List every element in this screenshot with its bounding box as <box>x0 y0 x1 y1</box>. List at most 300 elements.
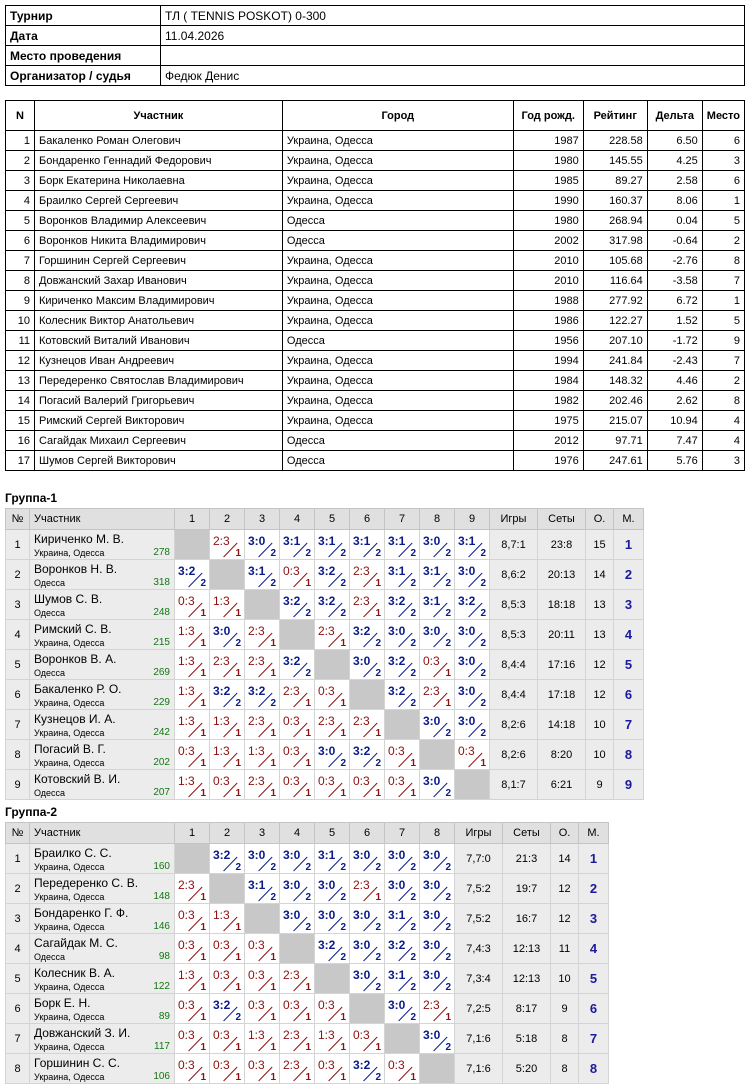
col-header-opponent: 8 <box>420 823 455 844</box>
match-result-cell <box>420 964 455 994</box>
match-score: 2:3 <box>248 774 265 788</box>
match-result-cell <box>245 740 280 770</box>
match-score: 3:2 <box>388 684 406 698</box>
participant-city: Украина, Одесса <box>282 271 513 291</box>
match-score: 3:2 <box>353 744 371 758</box>
match-points: 2 <box>480 548 486 559</box>
match-points: 1 <box>200 892 206 903</box>
participant-name: Котовский Виталий Иванович <box>34 331 282 351</box>
match-result-cell <box>280 994 315 1024</box>
participant-delta: 1.52 <box>647 311 702 331</box>
match-score: 2:3 <box>353 714 370 728</box>
col-header-opponent: 9 <box>455 509 490 530</box>
games-record: 7,5:2 <box>455 874 503 904</box>
participant-name: Сагайдак Михаил Сергеевич <box>34 431 282 451</box>
participant-rating: 106 <box>153 1071 170 1082</box>
col-header-birth-year: Год рожд. <box>513 101 583 131</box>
match-score: 3:2 <box>318 938 336 952</box>
row-n: 7 <box>6 251 35 271</box>
match-result-cell <box>455 530 490 560</box>
match-points: 1 <box>375 892 381 903</box>
match-points: 1 <box>200 982 206 993</box>
match-score: 1:3 <box>213 594 230 608</box>
participant-name: Римский С. В. <box>34 622 112 636</box>
match-points: 1 <box>375 608 381 619</box>
match-result-cell <box>455 650 490 680</box>
match-points: 1 <box>270 758 276 769</box>
col-header-participant: Участник <box>34 101 282 131</box>
match-points: 2 <box>480 728 486 739</box>
table-row <box>6 740 644 770</box>
match-score: 1:3 <box>178 968 195 982</box>
match-points: 1 <box>235 548 241 559</box>
match-score: 0:3 <box>178 938 195 952</box>
table-row <box>6 171 745 191</box>
participant-rating: 160 <box>153 861 170 872</box>
match-points: 2 <box>410 922 416 933</box>
final-place: 3 <box>614 590 644 620</box>
row-n: 2 <box>6 151 35 171</box>
participant-city: Украина, Одесса <box>282 291 513 311</box>
match-result-cell <box>245 680 280 710</box>
match-score: 3:0 <box>458 684 476 698</box>
match-points: 2 <box>445 728 451 739</box>
match-points: 2 <box>445 578 451 589</box>
match-score: 0:3 <box>388 1058 405 1072</box>
row-number: 1 <box>6 530 30 560</box>
participant-city: Украина, Одесса <box>282 371 513 391</box>
match-score: 2:3 <box>353 564 370 578</box>
match-score: 2:3 <box>248 624 265 638</box>
match-result-cell <box>350 740 385 770</box>
participant-name: Котовский В. И. <box>34 772 121 786</box>
participant-rating: 145.55 <box>583 151 647 171</box>
group-2-table <box>5 822 609 1084</box>
participant-rating: 318 <box>153 577 170 588</box>
info-label: Дата <box>6 26 161 46</box>
participant-city: Одесса <box>282 331 513 351</box>
match-score: 0:3 <box>213 1058 230 1072</box>
row-n: 3 <box>6 171 35 191</box>
match-result-cell <box>210 904 245 934</box>
match-result-cell <box>350 590 385 620</box>
match-points: 1 <box>340 788 346 799</box>
match-result-cell <box>315 934 350 964</box>
match-points: 1 <box>235 982 241 993</box>
match-score: 0:3 <box>213 774 230 788</box>
col-header-sets: Сеты <box>503 823 551 844</box>
match-points: 1 <box>200 1042 206 1053</box>
match-points: 2 <box>445 982 451 993</box>
participant-delta: 0.04 <box>647 211 702 231</box>
match-score: 2:3 <box>248 654 265 668</box>
match-result-cell <box>210 620 245 650</box>
match-points: 2 <box>445 608 451 619</box>
group-2-title: Группа-2 <box>5 805 58 819</box>
match-points: 1 <box>200 608 206 619</box>
match-points: 2 <box>235 862 241 873</box>
participant-birth-year: 2002 <box>513 231 583 251</box>
match-result-cell <box>175 620 210 650</box>
participant-name: Воронков Никита Владимирович <box>34 231 282 251</box>
match-score: 3:1 <box>388 968 406 982</box>
row-n: 13 <box>6 371 35 391</box>
match-points: 1 <box>375 728 381 739</box>
match-score: 3:0 <box>458 564 476 578</box>
match-score: 3:0 <box>318 744 336 758</box>
match-score: 3:1 <box>283 534 301 548</box>
match-score: 0:3 <box>283 998 300 1012</box>
match-points: 2 <box>410 638 416 649</box>
final-place: 6 <box>614 680 644 710</box>
match-points: 1 <box>480 758 486 769</box>
match-result-cell <box>280 1024 315 1054</box>
participant-rating: 148.32 <box>583 371 647 391</box>
match-points: 1 <box>235 728 241 739</box>
points-total: 8 <box>551 1054 579 1084</box>
row-number: 1 <box>6 844 30 874</box>
match-points: 2 <box>375 758 381 769</box>
match-score: 3:2 <box>283 654 301 668</box>
row-number: 7 <box>6 710 30 740</box>
col-header-games: Игры <box>455 823 503 844</box>
match-score: 0:3 <box>283 744 300 758</box>
col-header-participant: Участник <box>30 509 175 530</box>
row-number: 6 <box>6 680 30 710</box>
participant-name: Шумов Сергей Викторович <box>34 451 282 471</box>
match-score: 1:3 <box>178 684 195 698</box>
participant-city: Одесса <box>282 451 513 471</box>
participant-rating: 247.61 <box>583 451 647 471</box>
row-n: 11 <box>6 331 35 351</box>
participant-city: Украина, Одесса <box>34 548 105 558</box>
match-points: 1 <box>270 1072 276 1083</box>
match-points: 1 <box>270 952 276 963</box>
match-result-cell <box>245 844 280 874</box>
row-n: 1 <box>6 131 35 151</box>
match-score: 0:3 <box>353 1028 370 1042</box>
table-row <box>6 231 745 251</box>
table-row <box>6 391 745 411</box>
self-match-cell <box>245 590 280 620</box>
participants-header-row <box>6 101 745 131</box>
match-score: 3:1 <box>458 534 476 548</box>
participant-city: Украина, Одесса <box>34 698 105 708</box>
participant-birth-year: 1988 <box>513 291 583 311</box>
participant-name: Горшинин С. С. <box>34 1056 120 1070</box>
participant-delta: 4.25 <box>647 151 702 171</box>
sets-record: 6:21 <box>538 770 586 800</box>
match-result-cell <box>175 770 210 800</box>
participant-place: 6 <box>702 171 744 191</box>
match-result-cell <box>385 994 420 1024</box>
match-points: 1 <box>235 952 241 963</box>
participant-city: Украина, Одесса <box>34 728 105 738</box>
table-row <box>6 770 644 800</box>
final-place: 5 <box>579 964 609 994</box>
info-value <box>161 46 745 66</box>
match-score: 2:3 <box>213 654 230 668</box>
participant-delta: -2.43 <box>647 351 702 371</box>
participant-name: Борк Е. Н. <box>34 996 91 1010</box>
match-points: 2 <box>340 608 346 619</box>
match-score: 0:3 <box>458 744 475 758</box>
final-place: 2 <box>579 874 609 904</box>
participant-name: Погасий Валерий Григорьевич <box>34 391 282 411</box>
table-row <box>6 131 745 151</box>
match-score: 3:0 <box>388 878 406 892</box>
col-header-participant: Участник <box>30 823 175 844</box>
participant-city: Украина, Одесса <box>34 1012 105 1022</box>
participant-delta: 2.62 <box>647 391 702 411</box>
match-score: 3:2 <box>318 564 336 578</box>
match-points: 1 <box>270 1012 276 1023</box>
match-score: 0:3 <box>248 968 265 982</box>
match-result-cell <box>280 560 315 590</box>
match-points: 2 <box>200 578 206 589</box>
row-n: 10 <box>6 311 35 331</box>
participant-cell <box>30 1054 175 1084</box>
final-place: 3 <box>579 904 609 934</box>
table-row <box>6 151 745 171</box>
match-points: 2 <box>305 548 311 559</box>
match-points: 1 <box>305 1042 311 1053</box>
participant-birth-year: 1990 <box>513 191 583 211</box>
match-result-cell <box>175 740 210 770</box>
col-header-opponent: 1 <box>175 509 210 530</box>
match-result-cell <box>210 770 245 800</box>
match-score: 0:3 <box>248 1058 265 1072</box>
participant-birth-year: 2010 <box>513 271 583 291</box>
match-score: 3:1 <box>388 908 406 922</box>
match-score: 0:3 <box>388 774 405 788</box>
participant-rating: 277.92 <box>583 291 647 311</box>
match-points: 2 <box>445 922 451 933</box>
participant-place: 3 <box>702 151 744 171</box>
match-score: 3:0 <box>423 624 441 638</box>
match-result-cell <box>420 904 455 934</box>
self-match-cell <box>350 680 385 710</box>
table-row <box>6 271 745 291</box>
match-result-cell <box>420 1024 455 1054</box>
match-result-cell <box>385 1054 420 1084</box>
games-record: 8,6:2 <box>490 560 538 590</box>
match-result-cell <box>210 934 245 964</box>
self-match-cell <box>350 994 385 1024</box>
participant-city: Украина, Одесса <box>34 1042 105 1052</box>
table-row <box>6 560 644 590</box>
match-score: 0:3 <box>213 938 230 952</box>
participant-place: 7 <box>702 351 744 371</box>
participant-rating: 122.27 <box>583 311 647 331</box>
final-place: 1 <box>614 530 644 560</box>
match-points: 2 <box>305 922 311 933</box>
match-score: 3:0 <box>458 654 476 668</box>
row-n: 9 <box>6 291 35 311</box>
match-result-cell <box>315 844 350 874</box>
match-result-cell <box>210 964 245 994</box>
match-score: 0:3 <box>318 774 335 788</box>
participant-name: Колесник Виктор Анатольевич <box>34 311 282 331</box>
match-points: 1 <box>200 1072 206 1083</box>
participant-name: Воронков Владимир Алексеевич <box>34 211 282 231</box>
sets-record: 17:18 <box>538 680 586 710</box>
participant-rating: 117 <box>154 1041 170 1052</box>
sets-record: 5:18 <box>503 1024 551 1054</box>
match-result-cell <box>385 874 420 904</box>
match-result-cell <box>385 904 420 934</box>
match-result-cell <box>315 1054 350 1084</box>
match-score: 3:0 <box>423 714 441 728</box>
table-row <box>6 934 609 964</box>
sets-record: 14:18 <box>538 710 586 740</box>
sets-record: 20:11 <box>538 620 586 650</box>
row-number: 4 <box>6 934 30 964</box>
match-score: 3:0 <box>423 878 441 892</box>
participant-birth-year: 1994 <box>513 351 583 371</box>
points-total: 10 <box>586 710 614 740</box>
info-value: 11.04.2026 <box>161 26 745 46</box>
match-score: 3:0 <box>388 848 406 862</box>
match-points: 1 <box>270 668 276 679</box>
table-row <box>6 530 644 560</box>
points-total: 11 <box>551 934 579 964</box>
match-points: 2 <box>445 952 451 963</box>
table-row <box>6 680 644 710</box>
match-points: 1 <box>200 668 206 679</box>
match-result-cell <box>245 770 280 800</box>
match-score: 3:0 <box>283 878 301 892</box>
match-score: 3:0 <box>423 1028 441 1042</box>
col-header-opponent: 2 <box>210 509 245 530</box>
tournament-info-table <box>5 5 745 86</box>
participant-name: Бакаленко Р. О. <box>34 682 122 696</box>
participant-rating: 269 <box>153 667 170 678</box>
match-result-cell <box>245 560 280 590</box>
match-result-cell <box>350 770 385 800</box>
self-match-cell <box>455 770 490 800</box>
match-score: 3:2 <box>283 594 301 608</box>
participant-name: Кириченко М. В. <box>34 532 125 546</box>
participant-delta: 10.94 <box>647 411 702 431</box>
match-result-cell <box>210 710 245 740</box>
match-score: 3:1 <box>318 534 336 548</box>
match-score: 0:3 <box>353 774 370 788</box>
match-result-cell <box>175 590 210 620</box>
match-score: 3:1 <box>248 878 266 892</box>
match-result-cell <box>245 874 280 904</box>
col-header-delta: Дельта <box>647 101 702 131</box>
match-points: 2 <box>480 638 486 649</box>
match-points: 2 <box>410 578 416 589</box>
final-place: 6 <box>579 994 609 1024</box>
col-header-games: Игры <box>490 509 538 530</box>
match-result-cell <box>175 680 210 710</box>
group-header-row <box>6 823 609 844</box>
match-result-cell <box>280 844 315 874</box>
match-points: 2 <box>410 952 416 963</box>
match-result-cell <box>455 560 490 590</box>
participant-name: Колесник В. А. <box>34 966 115 980</box>
match-points: 1 <box>305 788 311 799</box>
points-total: 13 <box>586 620 614 650</box>
participant-name: Довжанский З. И. <box>34 1026 131 1040</box>
match-result-cell <box>455 590 490 620</box>
match-result-cell <box>420 590 455 620</box>
table-row <box>6 710 644 740</box>
match-result-cell <box>420 560 455 590</box>
match-result-cell <box>175 1054 210 1084</box>
participant-delta: 8.06 <box>647 191 702 211</box>
participant-city: Украина, Одесса <box>34 758 105 768</box>
participant-rating: 89.27 <box>583 171 647 191</box>
participant-city: Украина, Одесса <box>282 131 513 151</box>
match-score: 0:3 <box>213 1028 230 1042</box>
participant-delta: 4.46 <box>647 371 702 391</box>
participant-name: Кириченко Максим Владимирович <box>34 291 282 311</box>
points-total: 9 <box>551 994 579 1024</box>
self-match-cell <box>315 650 350 680</box>
match-score: 3:0 <box>353 654 371 668</box>
match-score: 2:3 <box>178 878 195 892</box>
row-number: 9 <box>6 770 30 800</box>
participant-name: Сагайдак М. С. <box>34 936 118 950</box>
row-n: 15 <box>6 411 35 431</box>
match-score: 2:3 <box>423 684 440 698</box>
participant-cell <box>30 874 175 904</box>
match-result-cell <box>420 650 455 680</box>
match-points: 2 <box>445 862 451 873</box>
match-points: 1 <box>235 758 241 769</box>
games-record: 8,5:3 <box>490 590 538 620</box>
match-result-cell <box>175 904 210 934</box>
match-result-cell <box>315 874 350 904</box>
participant-name: Передеренко Святослав Владимирович <box>34 371 282 391</box>
participant-rating: 242 <box>153 727 170 738</box>
match-score: 3:2 <box>213 848 231 862</box>
participant-city: Украина, Одесса <box>282 351 513 371</box>
col-header-n: N <box>6 101 35 131</box>
match-result-cell <box>245 1054 280 1084</box>
participant-rating: 116.64 <box>583 271 647 291</box>
match-score: 2:3 <box>318 624 335 638</box>
match-score: 3:0 <box>423 968 441 982</box>
points-total: 14 <box>551 844 579 874</box>
col-header-opponent: 4 <box>280 823 315 844</box>
participant-cell <box>30 710 175 740</box>
final-place: 7 <box>614 710 644 740</box>
participant-city: Украина, Одесса <box>34 638 105 648</box>
match-score: 3:1 <box>318 848 336 862</box>
match-points: 1 <box>305 728 311 739</box>
games-record: 8,4:4 <box>490 680 538 710</box>
participant-cell <box>30 1024 175 1054</box>
match-score: 0:3 <box>178 594 195 608</box>
sets-record: 23:8 <box>538 530 586 560</box>
match-result-cell <box>210 680 245 710</box>
match-points: 1 <box>410 1072 416 1083</box>
match-points: 1 <box>375 578 381 589</box>
participant-cell <box>30 620 175 650</box>
match-result-cell <box>455 740 490 770</box>
games-record: 8,2:6 <box>490 710 538 740</box>
match-points: 2 <box>410 1012 416 1023</box>
col-header-opponent: 4 <box>280 509 315 530</box>
points-total: 9 <box>586 770 614 800</box>
info-label: Организатор / судья <box>6 66 161 86</box>
match-score: 2:3 <box>283 1058 300 1072</box>
match-score: 2:3 <box>283 1028 300 1042</box>
